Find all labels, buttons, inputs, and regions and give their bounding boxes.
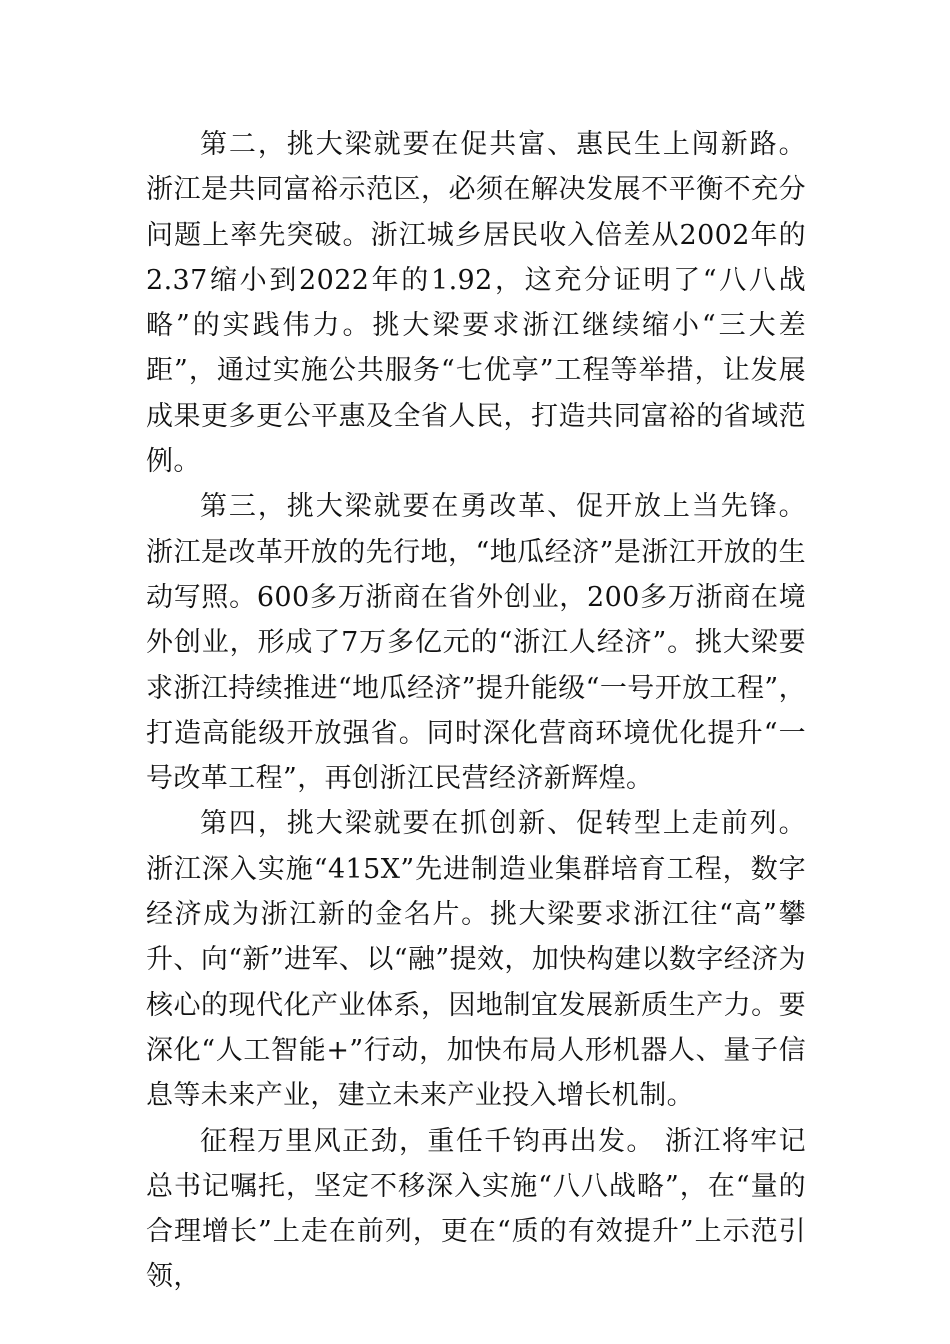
document-page xyxy=(146,122,806,1300)
paragraph-innovation-transformation: 第四，挑大梁就要在抓创新、促转型上走前列。 浙江深入实施“415X”先进制造业集群培育工程，数字经济成为浙江新的金名片。挑大梁要求浙江往“高”攀升、向“新”进军、以“融”提效，加快构建以数字经济为核心的现代化产业体系，因地制宜发展新质生产力。要深化“人工智能+”行动，加快布局人形机器人、量子信息等未来产业，建立未来产业投入增长机制。 xyxy=(146,808,806,1112)
paragraph-new-journey: 征程万里风正劲，重任千钧再出发。 浙江将牢记总书记嘱托，坚定不移深入实施“八八战略”，在“量的合理增长”上走在前列，更在“质的有效提升”上示范引领， xyxy=(146,1125,806,1293)
paragraph-reform-opening: 第三，挑大梁就要在勇改革、促开放上当先锋。 浙江是改革开放的先行地，“地瓜经济”是浙江开放的生动写照。600多万浙商在省外创业，200多万浙商在境外创业，形成了7万多亿元的“浙江人经济”。挑大梁要求浙江持续推进“地瓜经济”提升能级“一号开放工程”，打造高能级开放强省。同时深化营商环境优化提升“一号改革工程”，再创浙江民营经济新辉煌。 xyxy=(146,491,806,795)
paragraph-common-prosperity: 第二，挑大梁就要在促共富、惠民生上闯新路。 浙江是共同富裕示范区，必须在解决发展不平衡不充分问题上率先突破。浙江城乡居民收入倍差从2002年的2.37缩小到2022年的1.92，这充分证明了“八八战略”的实践伟力。挑大梁要求浙江继续缩小“三大差距”，通过实施公共服务“七优享”工程等举措，让发展成果更多更公平惠及全省人民，打造共同富裕的省域范例。 xyxy=(146,129,806,478)
